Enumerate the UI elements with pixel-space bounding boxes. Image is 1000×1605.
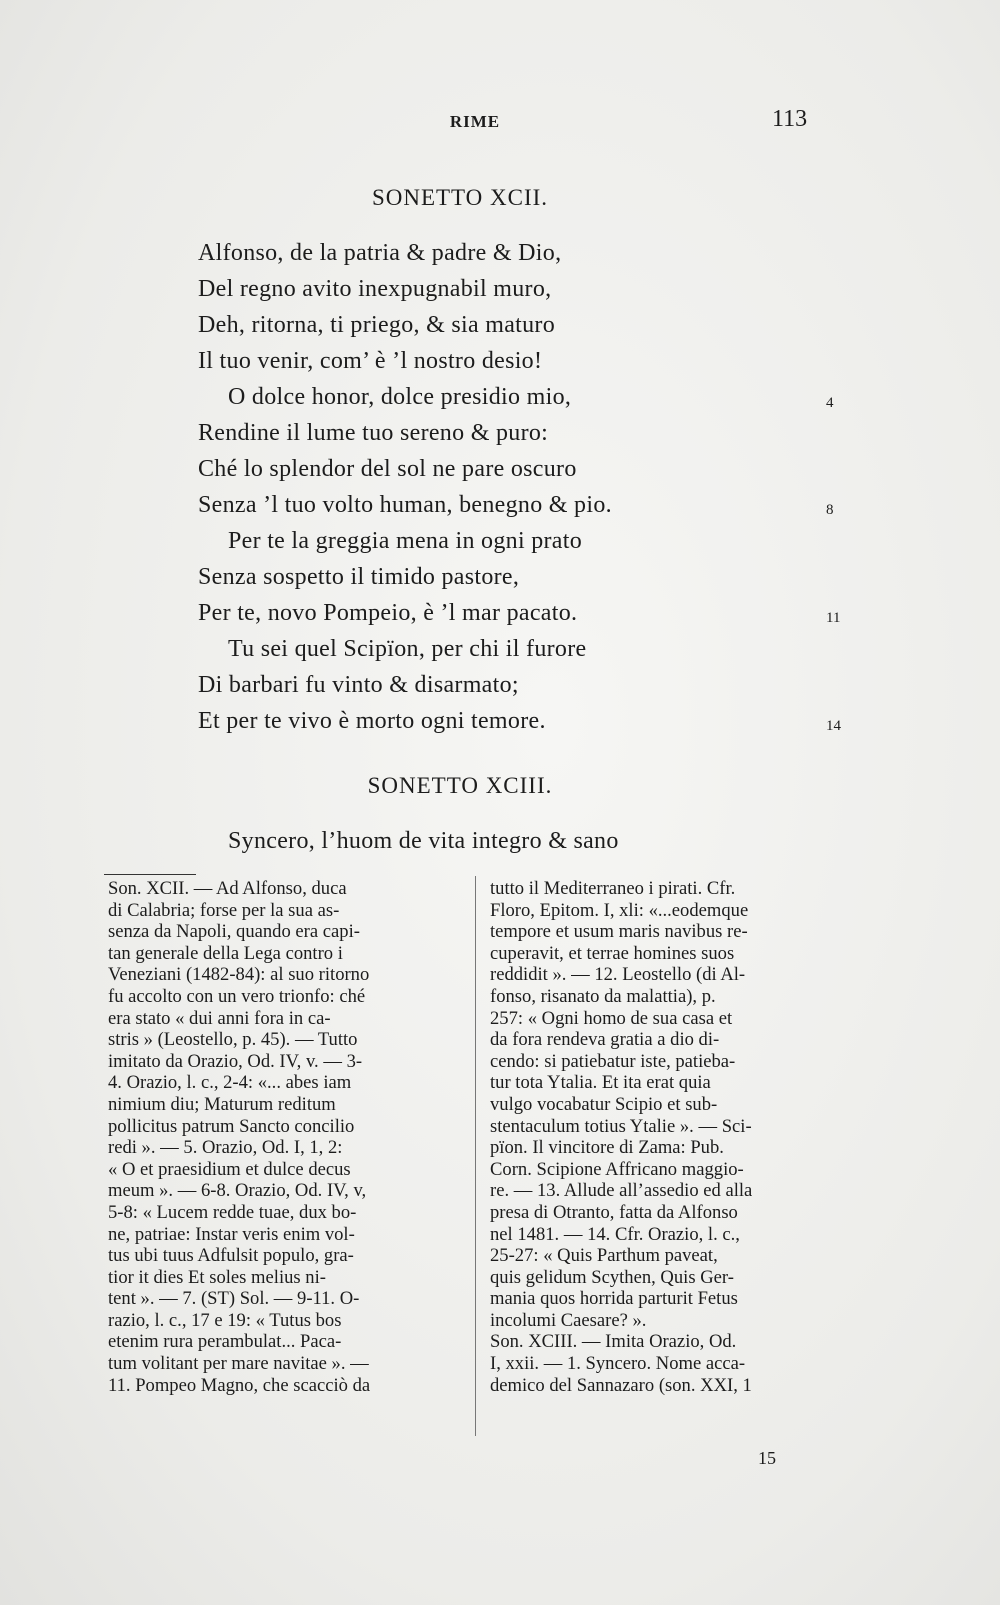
note-line: fonso, risanato da malattia), p.: [490, 985, 716, 1007]
column-divider: [475, 876, 476, 1436]
note-line: fu accolto con un vero trionfo: ché: [108, 985, 366, 1007]
note-line: re. — 13. Allude all’assedio ed alla: [490, 1180, 753, 1202]
notes-right-column: [490, 878, 842, 1396]
note-line: 25-27: « Quis Parthum paveat,: [490, 1245, 718, 1267]
line-number: 4: [826, 395, 834, 411]
note-line: Son. XCIII. — Imita Orazio, Od.: [490, 1331, 737, 1353]
note-line: Son. XCII. — Ad Alfonso, duca: [108, 878, 347, 899]
note-line: 11. Pompeo Magno, che scacciò da: [108, 1374, 371, 1396]
note-line: senza da Napoli, quando era capi-: [108, 921, 360, 943]
page-number: 113: [772, 106, 808, 132]
note-line: I, xxii. — 1. Syncero. Nome acca-: [490, 1353, 746, 1375]
note-line: 257: « Ogni homo de sua casa et: [490, 1007, 733, 1029]
note-line: ne, patriae: Instar veris enim vol-: [108, 1223, 355, 1245]
note-line: di Calabria; forse per la sua as-: [108, 899, 340, 921]
sonnet-93-first-line: Syncero, l’huom de vita integro & sano: [228, 828, 619, 854]
note-line: tan generale della Lega contro i: [108, 942, 343, 964]
sonnet-92-title: SONETTO XCII.: [371, 185, 549, 210]
note-line: meum ». — 6-8. Orazio, Od. IV, v,: [108, 1180, 367, 1202]
verse-line: Ché lo splendor del sol ne pare oscuro: [198, 456, 577, 482]
note-line: demico del Sannazaro (son. XXI, 1: [490, 1374, 752, 1396]
note-line: Veneziani (1482-84): al suo ritorno: [108, 964, 370, 986]
notes-left-column: [108, 878, 466, 1396]
note-line: tent ». — 7. (ST) Sol. — 9-11. O-: [108, 1288, 360, 1310]
footnote-rule: [104, 874, 196, 875]
verse-line: Deh, ritorna, ti priego, & sia maturo: [198, 312, 556, 338]
note-line: 5-8: « Lucem redde tuae, dux bo-: [108, 1201, 357, 1223]
note-line: redi ». — 5. Orazio, Od. I, 1, 2:: [108, 1137, 343, 1159]
note-line: tus ubi tuus Adfulsit populo, gra-: [108, 1245, 354, 1267]
verse-line: Et per te vivo è morto ogni temore.: [198, 708, 546, 734]
sonnet-93-title: SONETTO XCIII.: [367, 773, 553, 798]
line-number: 8: [826, 502, 834, 518]
verse-line: Del regno avito inexpugnabil muro,: [198, 276, 552, 302]
note-line: incolumi Caesare? ».: [490, 1309, 647, 1331]
verse-line: Rendine il lume tuo sereno & puro:: [198, 420, 549, 446]
note-line: nimium diu; Maturum reditum: [108, 1093, 336, 1115]
verse-line: Per te, novo Pompeio, è ’l mar pacato.: [198, 600, 578, 626]
note-line: tutto il Mediterraneo i pirati. Cfr.: [490, 878, 736, 899]
note-line: Floro, Epitom. I, xli: «...eodemque: [490, 899, 749, 921]
note-line: etenim rura perambulat... Paca-: [108, 1331, 342, 1353]
note-line: vulgo vocabatur Scipio et sub-: [490, 1093, 718, 1115]
verse-line: Tu sei quel Scipïon, per chi il furore: [228, 636, 587, 662]
verse-line: Alfonso, de la patria & padre & Dio,: [198, 240, 562, 266]
note-line: nel 1481. — 14. Cfr. Orazio, l. c.,: [490, 1223, 740, 1245]
note-line: stris » (Leostello, p. 45). — Tutto: [108, 1029, 358, 1051]
verse-line: O dolce honor, dolce presidio mio,: [228, 384, 572, 410]
verse-line: Per te la greggia mena in ogni prato: [228, 528, 583, 554]
note-line: quis gelidum Scythen, Quis Ger-: [490, 1266, 734, 1288]
note-line: tior it dies Et soles melius ni-: [108, 1266, 326, 1288]
note-line: razio, l. c., 17 e 19: « Tutus bos: [108, 1309, 342, 1331]
line-number: 14: [826, 718, 841, 734]
note-line: « O et praesidium et dulce decus: [108, 1158, 351, 1180]
signature-mark: 15: [758, 1448, 776, 1468]
note-line: pïon. Il vincitore di Zama: Pub.: [490, 1137, 724, 1159]
note-line: reddidit ». — 12. Leostello (di Al-: [490, 964, 746, 986]
note-line: tempore et usum maris navibus re-: [490, 921, 748, 943]
note-line: Corn. Scipione Affricano maggio-: [490, 1158, 744, 1180]
line-number: 11: [826, 610, 841, 626]
note-line: cendo: si patiebatur iste, patieba-: [490, 1050, 736, 1072]
note-line: presa di Otranto, fatta da Alfonso: [490, 1201, 738, 1223]
note-line: pollicitus patrum Sancto concilio: [108, 1115, 355, 1137]
note-line: tur tota Ytalia. Et ita erat quia: [490, 1072, 711, 1094]
note-line: imitato da Orazio, Od. IV, v. — 3-: [108, 1050, 363, 1072]
running-title: RIME: [449, 112, 501, 131]
verse-line: Senza sospetto il timido pastore,: [198, 564, 520, 590]
note-line: da fora rendeva gratia a dio di-: [490, 1029, 720, 1051]
note-line: stentaculum totius Ytalie ». — Sci-: [490, 1115, 752, 1137]
note-line: mania quos horrida parturit Fetus: [490, 1288, 738, 1310]
note-line: tum volitant per mare navitae ». —: [108, 1353, 369, 1375]
verse-line: Senza ’l tuo volto human, benegno & pio.: [198, 492, 612, 518]
note-line: era stato « dui anni fora in ca-: [108, 1007, 331, 1029]
verse-line: Il tuo venir, com’ è ’l nostro desio!: [198, 348, 543, 374]
note-line: cuperavit, et terrae homines suos: [490, 942, 735, 964]
note-line: 4. Orazio, l. c., 2-4: «... abes iam: [108, 1072, 352, 1094]
verse-line: Di barbari fu vinto & disarmato;: [198, 672, 519, 698]
